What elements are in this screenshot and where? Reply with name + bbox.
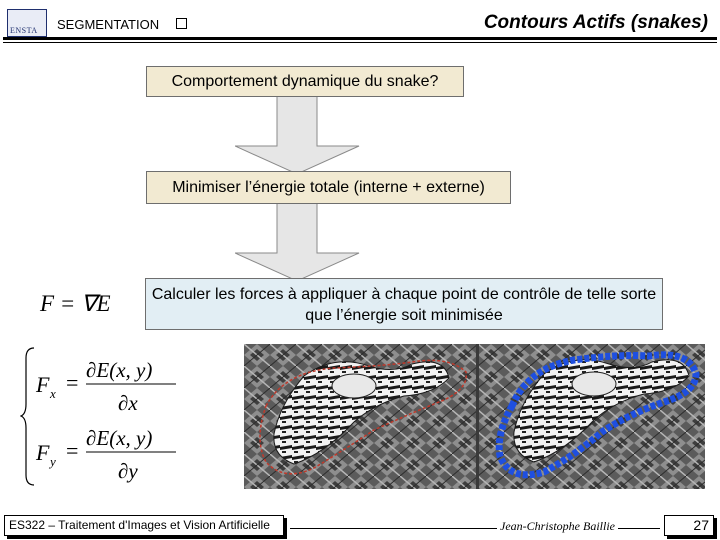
header-divider-thin xyxy=(3,42,717,43)
force-components-system xyxy=(20,344,200,489)
fy-lhs: F xyxy=(36,440,50,465)
step-box-minimize-energy: Minimiser l’énergie totale (interne + externe) xyxy=(146,171,511,204)
down-arrow-1 xyxy=(235,96,375,176)
fy-numerator: ∂E(x, y) xyxy=(86,426,153,450)
fx-denominator: ∂x xyxy=(118,391,138,415)
footer-author: Jean-Christophe Baillie xyxy=(497,519,618,534)
snake-result-image xyxy=(244,344,705,489)
section-bullet-icon xyxy=(176,18,187,29)
footer-course-text: ES322 – Traitement d'Images et Vision Artificielle xyxy=(9,518,270,532)
section-label: SEGMENTATION xyxy=(57,17,160,32)
ensta-logo xyxy=(7,9,47,37)
slide-title: Contours Actifs (snakes) xyxy=(483,12,708,33)
fx-lhs: F xyxy=(36,372,50,397)
svg-text:=: = xyxy=(66,438,79,463)
logo-text: ENSTA xyxy=(10,26,38,35)
force-gradient-formula: F = ∇E xyxy=(40,291,111,316)
fy-denominator: ∂y xyxy=(118,459,138,483)
page-number: 27 xyxy=(664,515,714,536)
svg-text:=: = xyxy=(66,370,79,395)
step-box-compute-forces: Calculer les forces à appliquer à chaque point de contrôle de telle sorte que l’énergie soit minimisée xyxy=(145,278,663,330)
fy-subscript: y xyxy=(50,454,56,469)
header-divider xyxy=(3,37,717,40)
footer-course xyxy=(4,515,284,536)
step-box-dynamics: Comportement dynamique du snake? xyxy=(146,66,464,97)
fx-subscript: x xyxy=(50,386,56,401)
fx-numerator: ∂E(x, y) xyxy=(86,358,153,382)
down-arrow-2 xyxy=(235,203,375,283)
